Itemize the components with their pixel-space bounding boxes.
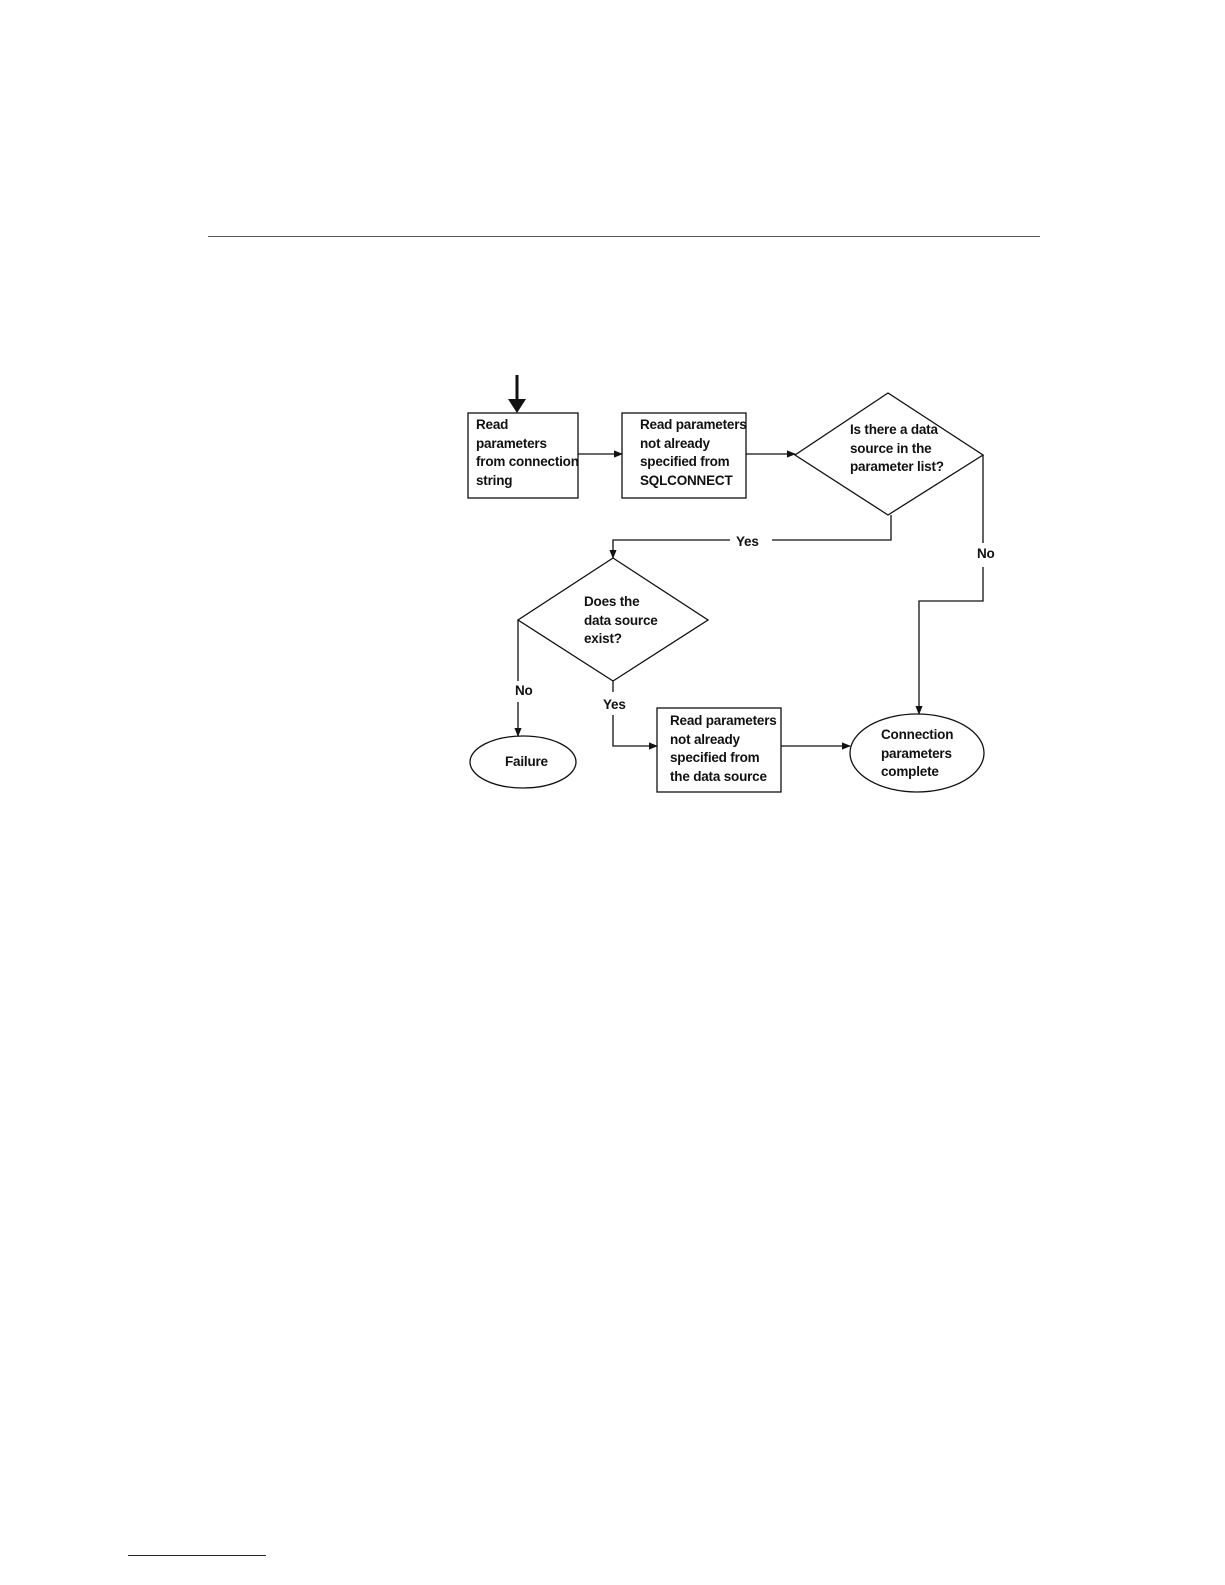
edge-label-no-1: No bbox=[977, 546, 995, 561]
node-read-data-source-label: Read parameters not already specified from the data source bbox=[670, 713, 777, 784]
node-decision-exists-label: Does the data source exist? bbox=[584, 594, 658, 646]
edge-decision-yes-part1 bbox=[772, 515, 891, 540]
edge-decision-no-part2 bbox=[919, 567, 983, 714]
node-decision-data-source-label: Is there a data source in the parameter list? bbox=[850, 422, 944, 474]
node-read-sqlconnect-label: Read parameters not already specified from SQLCONNECT bbox=[640, 417, 747, 488]
edge-label-no-2: No bbox=[515, 683, 533, 698]
edge-decision-yes-part2 bbox=[613, 540, 730, 558]
node-complete-label: Connection parameters complete bbox=[881, 727, 954, 779]
entry-arrow-head bbox=[508, 399, 526, 413]
node-failure-label: Failure bbox=[505, 754, 548, 769]
edge-exists-yes-part2 bbox=[613, 715, 657, 746]
edge-label-yes-2: Yes bbox=[603, 697, 626, 712]
node-read-conn-string-label: Read parameters from connection string bbox=[476, 417, 579, 488]
footnote-rule bbox=[128, 1555, 266, 1556]
edge-label-yes-1: Yes bbox=[736, 534, 759, 549]
